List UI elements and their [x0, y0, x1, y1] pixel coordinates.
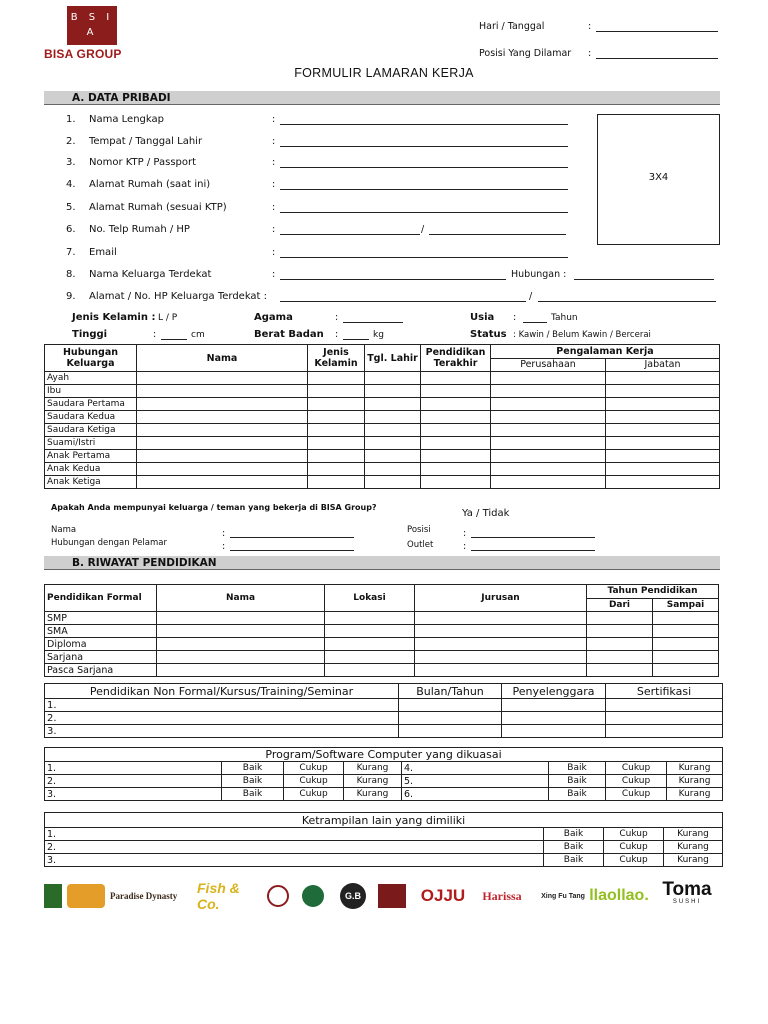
edu-input-cell[interactable]	[325, 612, 415, 625]
family-address-field[interactable]	[280, 301, 526, 302]
field-input-line[interactable]	[280, 257, 568, 258]
nonformal-course-cell[interactable]: 3.	[45, 725, 399, 738]
field-number: 7.	[66, 247, 76, 258]
edu-input-cell[interactable]	[325, 625, 415, 638]
nonformal-input-cell[interactable]	[502, 699, 606, 712]
edu-input-cell[interactable]	[157, 651, 325, 664]
toma-subtitle: SUSHI	[672, 899, 702, 905]
edu-input-cell[interactable]	[587, 612, 653, 625]
formal-edu-row	[45, 651, 719, 664]
formal-education-table	[44, 584, 719, 677]
skill-row	[45, 828, 723, 841]
weight-label: Berat Badan	[254, 329, 324, 340]
edu-input-cell[interactable]	[157, 612, 325, 625]
section-a-header: A. DATA PRIBADI	[44, 91, 720, 105]
position-label: Posisi Yang Dilamar	[479, 48, 572, 59]
skill-level-option[interactable]: Baik	[544, 841, 604, 854]
software-row	[45, 788, 723, 801]
software-row	[45, 775, 723, 788]
field-label: Nama Lengkap	[89, 114, 164, 125]
nonformal-course-cell[interactable]: 2.	[45, 712, 399, 725]
software-level-option[interactable]: Kurang	[344, 775, 402, 788]
songhwa-icon	[378, 884, 406, 908]
edu-col-years: Tahun Pendidikan	[587, 585, 719, 599]
edu-input-cell[interactable]	[325, 638, 415, 651]
relation-outlet-field[interactable]	[471, 550, 595, 551]
edu-col-from: Dari	[587, 598, 653, 612]
family-input-cell[interactable]	[137, 437, 308, 450]
family-input-cell[interactable]	[491, 476, 606, 489]
form-title: FORMULIR LAMARAN KERJA	[294, 66, 474, 80]
height-unit: cm	[191, 330, 205, 340]
nonformal-input-cell[interactable]	[399, 712, 502, 725]
family-row	[45, 463, 720, 476]
software-name-cell[interactable]: 6.	[402, 788, 549, 801]
edu-level-cell: SMP	[45, 612, 157, 625]
family-slash: /	[529, 291, 533, 302]
field-number: 8.	[66, 269, 76, 280]
edu-input-cell[interactable]	[325, 664, 415, 677]
software-level-option[interactable]: Baik	[222, 775, 284, 788]
round-logo-icon	[267, 885, 289, 907]
date-colon: :	[588, 21, 592, 32]
relation-relationship-field[interactable]	[230, 550, 354, 551]
edu-input-cell[interactable]	[415, 638, 587, 651]
field-input-line[interactable]	[280, 189, 568, 190]
brand-pepperlunch-icon	[300, 882, 326, 910]
age-label: Usia	[470, 312, 495, 323]
family-input-cell[interactable]	[137, 450, 308, 463]
brand-logo-green	[44, 884, 62, 908]
edu-input-cell[interactable]	[157, 625, 325, 638]
software-level-option[interactable]: Cukup	[284, 788, 344, 801]
edu-input-cell[interactable]	[653, 625, 719, 638]
brand-paradise-dynasty: Paradise Dynasty	[110, 890, 178, 901]
nonformal-course-cell[interactable]: 1.	[45, 699, 399, 712]
family-input-cell[interactable]	[421, 372, 491, 385]
family-relation-cell: Ibu	[45, 385, 137, 398]
skill-level-option[interactable]: Cukup	[604, 854, 664, 867]
brand-harissa: Harissa	[482, 888, 522, 903]
family-input-cell[interactable]	[606, 450, 720, 463]
software-title: Program/Software Computer yang dikuasai	[45, 748, 723, 762]
family-input-cell[interactable]	[308, 411, 365, 424]
family-col-education: Pendidikan Terakhir	[421, 345, 491, 372]
field-label: Email	[89, 247, 117, 258]
software-level-option[interactable]: Kurang	[344, 788, 402, 801]
family-input-cell[interactable]	[137, 463, 308, 476]
nonformal-col-course: Pendidikan Non Formal/Kursus/Training/Seminar	[45, 684, 399, 699]
family-input-cell[interactable]	[491, 398, 606, 411]
edu-input-cell[interactable]	[415, 612, 587, 625]
family-input-cell[interactable]	[491, 385, 606, 398]
software-level-option[interactable]: Baik	[549, 775, 606, 788]
closest-family-name-field[interactable]	[280, 279, 506, 280]
software-level-option[interactable]: Kurang	[667, 788, 723, 801]
family-input-cell[interactable]	[421, 424, 491, 437]
nonformal-row	[45, 712, 723, 725]
field-colon: :	[272, 157, 276, 168]
family-relation-cell: Saudara Ketiga	[45, 424, 137, 437]
edu-input-cell[interactable]	[415, 625, 587, 638]
skill-level-option[interactable]: Cukup	[604, 841, 664, 854]
pepperlunch-icon	[302, 885, 324, 907]
field-label: Tempat / Tanggal Lahir	[89, 136, 203, 147]
nonformal-input-cell[interactable]	[502, 712, 606, 725]
bisa-logo-name: BISA GROUP	[44, 47, 122, 61]
family-input-cell[interactable]	[365, 424, 421, 437]
software-name-cell[interactable]: 1.	[45, 762, 222, 775]
weight-field[interactable]	[343, 339, 369, 340]
edu-input-cell[interactable]	[653, 638, 719, 651]
relation-relationship-label: Hubungan dengan Pelamar	[51, 538, 167, 548]
software-level-option[interactable]: Kurang	[344, 762, 402, 775]
field-colon: :	[272, 247, 276, 258]
family-col-name: Nama	[137, 345, 308, 372]
formal-edu-row	[45, 625, 719, 638]
skill-level-option[interactable]: Cukup	[604, 828, 664, 841]
software-level-option[interactable]: Cukup	[606, 762, 667, 775]
edu-input-cell[interactable]	[157, 664, 325, 677]
family-input-cell[interactable]	[137, 372, 308, 385]
nonformal-input-cell[interactable]	[399, 725, 502, 738]
family-input-cell[interactable]	[365, 463, 421, 476]
family-input-cell[interactable]	[137, 398, 308, 411]
family-input-cell[interactable]	[491, 411, 606, 424]
field-number: 2.	[66, 136, 76, 147]
family-input-cell[interactable]	[606, 411, 720, 424]
family-input-cell[interactable]	[308, 450, 365, 463]
formal-edu-row	[45, 664, 719, 677]
brand-llaollao: llaollao.	[589, 887, 649, 904]
section-b-header: B. RIWAYAT PENDIDIKAN	[44, 556, 720, 570]
family-input-cell[interactable]	[491, 463, 606, 476]
family-input-cell[interactable]	[308, 398, 365, 411]
status-label: Status	[470, 329, 507, 340]
brand-ojju: OJJU	[420, 886, 466, 905]
skills-table	[44, 812, 723, 867]
relation-question: Apakah Anda mempunyai keluarga / teman yang bekerja di BISA Group?	[51, 503, 377, 512]
family-input-cell[interactable]	[365, 398, 421, 411]
relation-position-label: Posisi	[407, 525, 431, 535]
skill-level-option[interactable]: Baik	[544, 854, 604, 867]
nonformal-row	[45, 699, 723, 712]
family-input-cell[interactable]	[606, 437, 720, 450]
field-colon: :	[272, 114, 276, 125]
hubungan-field[interactable]	[574, 279, 714, 280]
edu-input-cell[interactable]	[587, 638, 653, 651]
family-col-position: Jabatan	[606, 358, 720, 372]
family-input-cell[interactable]	[308, 463, 365, 476]
family-row	[45, 411, 720, 424]
skill-name-cell[interactable]: 1.	[45, 828, 544, 841]
gb-icon: G.B	[340, 883, 366, 909]
family-input-cell[interactable]	[137, 411, 308, 424]
family-input-cell[interactable]	[491, 372, 606, 385]
brand-gb	[339, 882, 367, 910]
family-row	[45, 424, 720, 437]
software-name-cell[interactable]: 3.	[45, 788, 222, 801]
field-colon: :	[272, 136, 276, 147]
relation-name-label: Nama	[51, 525, 77, 535]
family-input-cell[interactable]	[606, 463, 720, 476]
edu-input-cell[interactable]	[325, 651, 415, 664]
field-input-line[interactable]	[280, 212, 568, 213]
software-name-cell[interactable]: 5.	[402, 775, 549, 788]
brand-round-logo	[266, 882, 290, 910]
family-phone-field[interactable]	[538, 301, 716, 302]
edu-level-cell: Diploma	[45, 638, 157, 651]
formal-edu-row	[45, 612, 719, 625]
family-row	[45, 398, 720, 411]
brand-songhwa	[377, 882, 407, 910]
family-relation-cell: Anak Pertama	[45, 450, 137, 463]
software-level-option[interactable]: Kurang	[667, 762, 723, 775]
family-relation-cell: Anak Ketiga	[45, 476, 137, 489]
hubungan-label: Hubungan :	[511, 269, 567, 280]
edu-input-cell[interactable]	[653, 612, 719, 625]
edu-col-name: Nama	[157, 585, 325, 612]
nonformal-col-date: Bulan/Tahun	[399, 684, 502, 699]
family-input-cell[interactable]	[421, 463, 491, 476]
status-options[interactable]: : Kawin / Belum Kawin / Bercerai	[513, 330, 651, 340]
field-input-line[interactable]	[280, 167, 568, 168]
photo-box	[597, 114, 720, 245]
family-relation-cell: Saudara Pertama	[45, 398, 137, 411]
date-field[interactable]	[596, 31, 718, 32]
relation-answer[interactable]: Ya / Tidak	[462, 508, 510, 519]
field-number: 6.	[66, 224, 76, 235]
family-relation-cell: Anak Kedua	[45, 463, 137, 476]
family-input-cell[interactable]	[308, 437, 365, 450]
family-input-cell[interactable]	[606, 424, 720, 437]
family-col-gender: Jenis Kelamin	[308, 345, 365, 372]
field-input-line[interactable]	[280, 146, 568, 147]
family-input-cell[interactable]	[137, 385, 308, 398]
family-input-cell[interactable]	[421, 437, 491, 450]
family-row	[45, 450, 720, 463]
software-row	[45, 762, 723, 775]
family-input-cell[interactable]	[365, 385, 421, 398]
skill-level-option[interactable]: Kurang	[664, 854, 723, 867]
field-label: No. Telp Rumah / HP	[89, 224, 190, 235]
family-relation-cell: Suami/Istri	[45, 437, 137, 450]
religion-field[interactable]	[343, 322, 403, 323]
edu-input-cell[interactable]	[653, 651, 719, 664]
edu-level-cell: SMA	[45, 625, 157, 638]
family-input-cell[interactable]	[365, 437, 421, 450]
field-number: 1.	[66, 114, 76, 125]
nonformal-input-cell[interactable]	[606, 712, 723, 725]
software-level-option[interactable]: Kurang	[667, 775, 723, 788]
field-colon: :	[272, 202, 276, 213]
field-number: 3.	[66, 157, 76, 168]
family-input-cell[interactable]	[606, 476, 720, 489]
age-field[interactable]	[523, 322, 547, 323]
edu-col-formal: Pendidikan Formal	[45, 585, 157, 612]
family-input-cell[interactable]	[365, 372, 421, 385]
nonformal-input-cell[interactable]	[399, 699, 502, 712]
family-input-cell[interactable]	[365, 450, 421, 463]
software-name-cell[interactable]: 2.	[45, 775, 222, 788]
religion-label: Agama	[254, 312, 293, 323]
software-level-option[interactable]: Cukup	[284, 762, 344, 775]
family-input-cell[interactable]	[421, 411, 491, 424]
family-input-cell[interactable]	[137, 424, 308, 437]
gender-value[interactable]: L / P	[158, 313, 178, 323]
age-unit: Tahun	[551, 313, 578, 323]
software-name-cell[interactable]: 4.	[402, 762, 549, 775]
family-table	[44, 344, 720, 489]
family-input-cell[interactable]	[421, 476, 491, 489]
family-input-cell[interactable]	[365, 476, 421, 489]
family-input-cell[interactable]	[421, 385, 491, 398]
edu-col-location: Lokasi	[325, 585, 415, 612]
edu-level-cell: Sarjana	[45, 651, 157, 664]
nonformal-col-certificate: Sertifikasi	[606, 684, 723, 699]
photo-size-label: 3X4	[648, 172, 669, 183]
skill-name-cell[interactable]: 3.	[45, 854, 544, 867]
edu-input-cell[interactable]	[587, 625, 653, 638]
software-level-option[interactable]: Baik	[222, 762, 284, 775]
software-level-option[interactable]: Cukup	[284, 775, 344, 788]
family-col-experience: Pengalaman Kerja	[491, 345, 720, 359]
brand-logo-orange	[67, 884, 105, 908]
family-col-company: Perusahaan	[491, 358, 606, 372]
field-label: Alamat / No. HP Keluarga Terdekat :	[89, 291, 268, 302]
skill-level-option[interactable]: Kurang	[664, 828, 723, 841]
field-label: Nama Keluarga Terdekat	[89, 269, 212, 280]
skill-row	[45, 854, 723, 867]
family-col-dob: Tgl. Lahir	[365, 345, 421, 372]
phone-slash: /	[421, 224, 425, 235]
family-relation-cell: Ayah	[45, 372, 137, 385]
software-level-option[interactable]: Baik	[549, 762, 606, 775]
nonformal-education-table	[44, 683, 723, 738]
field-label: Alamat Rumah (sesuai KTP)	[89, 202, 227, 213]
family-input-cell[interactable]	[308, 476, 365, 489]
field-colon: :	[272, 179, 276, 190]
family-input-cell[interactable]	[491, 437, 606, 450]
skill-level-option[interactable]: Baik	[544, 828, 604, 841]
edu-input-cell[interactable]	[415, 651, 587, 664]
formal-edu-row	[45, 638, 719, 651]
family-input-cell[interactable]	[308, 385, 365, 398]
height-field[interactable]	[161, 339, 187, 340]
field-number: 9.	[66, 291, 76, 302]
edu-input-cell[interactable]	[415, 664, 587, 677]
family-input-cell[interactable]	[606, 385, 720, 398]
relation-position-field[interactable]	[471, 537, 595, 538]
software-level-option[interactable]: Cukup	[606, 775, 667, 788]
toma-wordmark: Toma	[662, 879, 712, 900]
field-number: 4.	[66, 179, 76, 190]
family-col-relation: Hubungan Keluarga	[45, 345, 137, 372]
home-phone-field[interactable]	[280, 234, 420, 235]
family-input-cell[interactable]	[137, 476, 308, 489]
family-row	[45, 476, 720, 489]
edu-input-cell[interactable]	[157, 638, 325, 651]
skill-level-option[interactable]: Kurang	[664, 841, 723, 854]
brand-toma	[654, 879, 720, 910]
field-colon: :	[272, 224, 276, 235]
family-input-cell[interactable]	[491, 450, 606, 463]
skill-name-cell[interactable]: 2.	[45, 841, 544, 854]
skills-title: Ketrampilan lain yang dimiliki	[45, 813, 723, 828]
software-table	[44, 747, 723, 801]
family-input-cell[interactable]	[365, 411, 421, 424]
position-field[interactable]	[596, 58, 718, 59]
nonformal-col-organizer: Penyelenggara	[502, 684, 606, 699]
nonformal-input-cell[interactable]	[606, 699, 723, 712]
family-relation-cell: Saudara Kedua	[45, 411, 137, 424]
family-input-cell[interactable]	[308, 372, 365, 385]
field-label: Nomor KTP / Passport	[89, 157, 197, 168]
edu-col-to: Sampai	[653, 598, 719, 612]
date-label: Hari / Tanggal	[479, 21, 545, 32]
skill-row	[45, 841, 723, 854]
family-input-cell[interactable]	[606, 372, 720, 385]
edu-input-cell[interactable]	[587, 651, 653, 664]
nonformal-input-cell[interactable]	[606, 725, 723, 738]
bisa-logo-mark: B S I A	[67, 6, 117, 45]
family-input-cell[interactable]	[308, 424, 365, 437]
height-label: Tinggi	[72, 329, 108, 340]
nonformal-input-cell[interactable]	[502, 725, 606, 738]
weight-unit: kg	[373, 330, 384, 340]
edu-input-cell[interactable]	[587, 664, 653, 677]
software-level-option[interactable]: Baik	[222, 788, 284, 801]
gender-label: Jenis Kelamin :	[72, 312, 156, 323]
family-input-cell[interactable]	[421, 398, 491, 411]
family-input-cell[interactable]	[421, 450, 491, 463]
edu-level-cell: Pasca Sarjana	[45, 664, 157, 677]
relation-outlet-label: Outlet	[407, 540, 434, 550]
software-level-option[interactable]: Cukup	[606, 788, 667, 801]
family-input-cell[interactable]	[606, 398, 720, 411]
edu-col-major: Jurusan	[415, 585, 587, 612]
nonformal-row	[45, 725, 723, 738]
position-colon: :	[588, 48, 592, 59]
family-row	[45, 437, 720, 450]
field-number: 5.	[66, 202, 76, 213]
mobile-phone-field[interactable]	[429, 234, 566, 235]
software-level-option[interactable]: Baik	[549, 788, 606, 801]
family-input-cell[interactable]	[491, 424, 606, 437]
family-row	[45, 372, 720, 385]
family-row	[45, 385, 720, 398]
relation-name-field[interactable]	[230, 537, 354, 538]
brand-xing-fu-tang: Xing Fu Tang	[541, 892, 585, 900]
brand-fish-co: Fish & Co.	[197, 880, 240, 912]
field-label: Alamat Rumah (saat ini)	[89, 179, 211, 190]
edu-input-cell[interactable]	[653, 664, 719, 677]
field-input-line[interactable]	[280, 124, 568, 125]
